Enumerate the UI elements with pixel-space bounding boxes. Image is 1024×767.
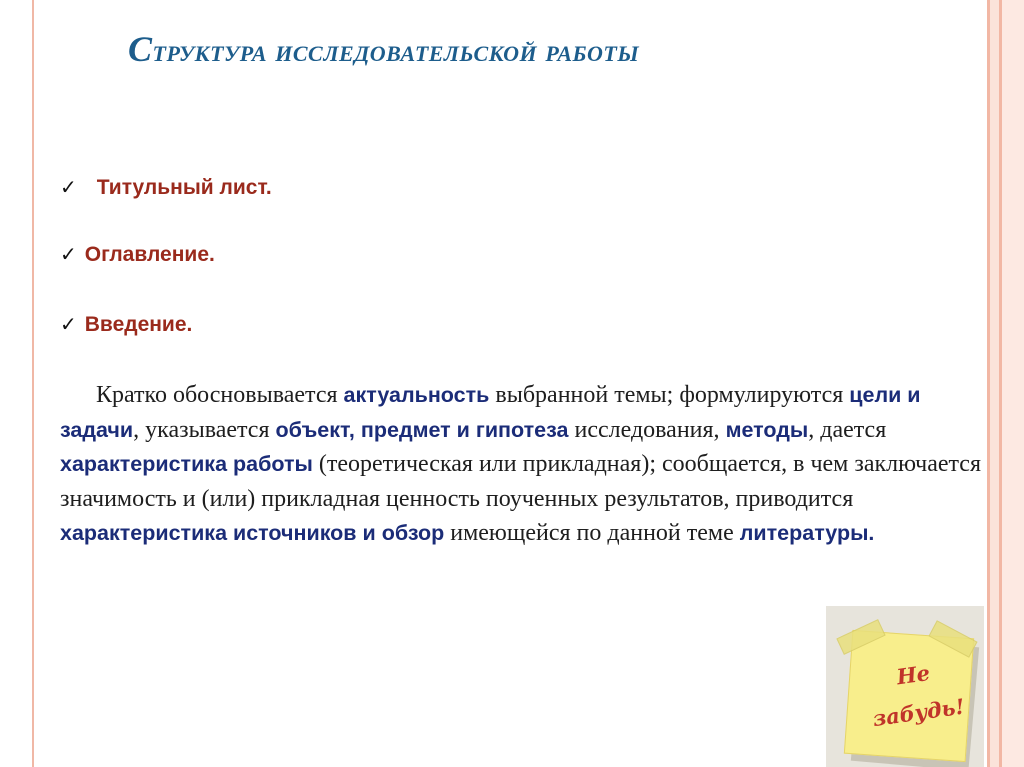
- list-item-label: Титульный лист.: [96, 176, 272, 199]
- keyword-goals: цели и задачи: [60, 383, 921, 442]
- keyword-methods: методы: [725, 417, 809, 442]
- keyword-relevance: актуальность: [343, 383, 490, 407]
- sticky-note-line: забудь!: [871, 693, 967, 732]
- text-segment: , указывается: [133, 416, 276, 443]
- checkmark-icon: ✓: [60, 312, 77, 336]
- keyword-sources-review: характеристика источников и обзор: [60, 521, 445, 545]
- text-segment: Кратко обосновывается: [96, 382, 344, 408]
- text-segment: (теоретическая или прикладная); сообщается, в чем заключается значимость и (или) прикладная ценность поученных результатов, приводится: [60, 451, 981, 512]
- title-rest: труктура исследовательской работы: [152, 33, 640, 68]
- checkmark-icon: ✓: [60, 242, 77, 266]
- text-segment: , дается: [808, 416, 887, 443]
- frame-left-line: [32, 0, 34, 767]
- frame-right-border: [985, 0, 1024, 767]
- sticky-note-image: [826, 606, 984, 767]
- list-item-label: Введение.: [84, 313, 193, 336]
- title-initial: С: [128, 29, 153, 69]
- keyword-work-characteristic: характеристика работы: [60, 452, 313, 476]
- slide-title: [128, 28, 968, 70]
- text-segment: имеющейся по данной теме: [444, 520, 740, 546]
- text-segment: выбранной темы; формулируются: [489, 382, 850, 408]
- introduction-description: [60, 378, 990, 551]
- list-item-introduction: [60, 312, 192, 337]
- sticky-note-text: [861, 649, 971, 738]
- keyword-literature: литературы.: [739, 521, 875, 545]
- list-item-label: Оглавление.: [84, 243, 215, 266]
- text-segment: исследования,: [568, 416, 726, 443]
- list-item-contents: [60, 242, 215, 267]
- checkmark-icon: ✓: [60, 175, 77, 199]
- sticky-note-line: Не: [895, 660, 932, 690]
- keyword-object-subject-hypothesis: объект, предмет и гипотеза: [275, 417, 569, 442]
- list-item-title-page: [60, 175, 272, 200]
